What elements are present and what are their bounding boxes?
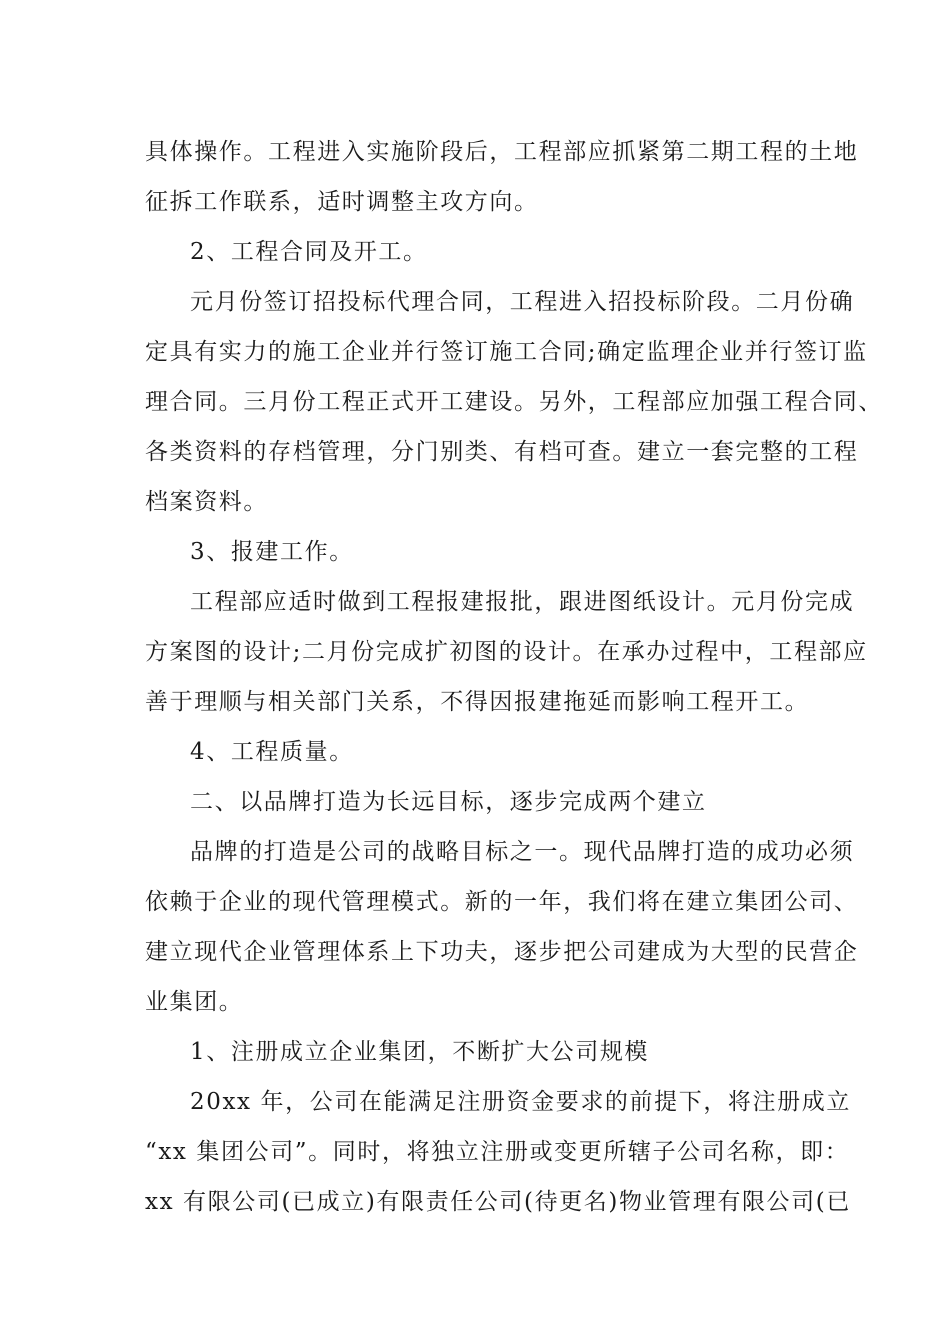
text-line: xx 有限公司(已成立)有限责任公司(待更名)物业管理有限公司(已 xyxy=(145,1189,851,1215)
text-line: 品牌的打造是公司的战略目标之一。现代品牌打造的成功必须 xyxy=(190,839,855,865)
text-line: 元月份签订招投标代理合同，工程进入招投标阶段。二月份确 xyxy=(190,289,855,315)
section-heading: 4、工程质量。 xyxy=(190,739,354,765)
text-line: 20xx 年，公司在能满足注册资金要求的前提下，将注册成立 xyxy=(190,1089,851,1115)
section-heading: 2、工程合同及开工。 xyxy=(190,239,428,265)
text-line: 建立现代企业管理体系上下功夫，逐步把公司建成为大型的民营企 xyxy=(145,939,859,965)
text-line: “xx 集团公司”。同时，将独立注册或变更所辖子公司名称，即： xyxy=(145,1139,850,1165)
text-line: 档案资料。 xyxy=(145,489,268,515)
text-line: 善于理顺与相关部门关系，不得因报建拖延而影响工程开工。 xyxy=(145,689,810,715)
text-line: 方案图的设计;二月份完成扩初图的设计。在承办过程中，工程部应 xyxy=(145,639,868,665)
text-line: 具体操作。工程进入实施阶段后，工程部应抓紧第二期工程的土地 xyxy=(145,139,859,165)
text-line: 各类资料的存档管理，分门别类、有档可查。建立一套完整的工程 xyxy=(145,439,859,465)
section-heading: 1、注册成立企业集团，不断扩大公司规模 xyxy=(190,1039,650,1065)
section-heading: 二、以品牌打造为长远目标，逐步完成两个建立 xyxy=(190,789,707,815)
text-line: 征拆工作联系，适时调整主攻方向。 xyxy=(145,189,539,215)
text-line: 工程部应适时做到工程报建报批，跟进图纸设计。元月份完成 xyxy=(190,589,855,615)
text-line: 业集团。 xyxy=(145,989,244,1015)
text-line: 理合同。三月份工程正式开工建设。另外，工程部应加强工程合同、 xyxy=(145,389,883,415)
text-line: 定具有实力的施工企业并行签订施工合同;确定监理企业并行签订监 xyxy=(145,339,868,365)
section-heading: 3、报建工作。 xyxy=(190,539,354,565)
text-line: 依赖于企业的现代管理模式。新的一年，我们将在建立集团公司、 xyxy=(145,889,859,915)
